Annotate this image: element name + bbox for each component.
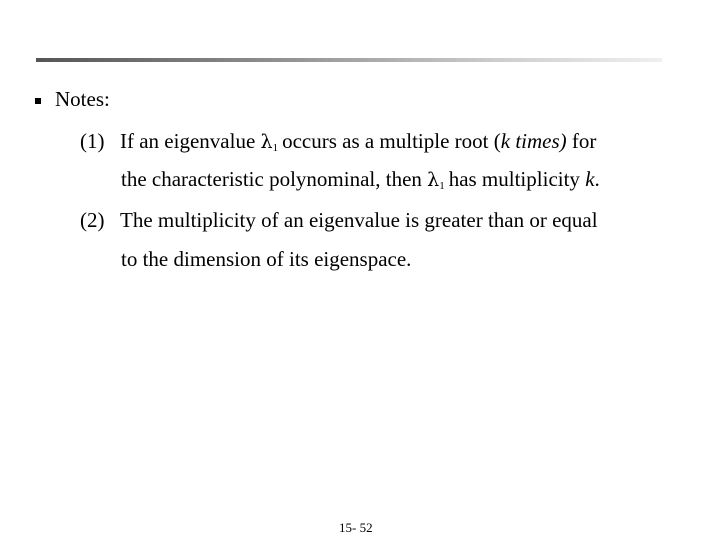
note-1-line-2-start: the characteristic polynominal, then	[121, 167, 422, 191]
note-1-text-end: for	[571, 129, 597, 153]
note-1-emphasis: k times)	[500, 129, 567, 153]
lambda-subscript: 1	[272, 142, 279, 154]
lambda-subscript: 1	[439, 180, 445, 192]
note-1-line-2-middle: has multiplicity	[448, 167, 580, 191]
note-2-text: The multiplicity of an eigenvalue is greater than or equal	[120, 208, 598, 232]
note-1-line-2	[121, 166, 600, 199]
note-2-number: (2)	[80, 208, 105, 232]
note-1-line-2-emphasis: k	[585, 167, 595, 191]
page-number: 15- 52	[339, 520, 373, 535]
note-2-line-1	[80, 207, 598, 233]
note-2-text-continued: to the dimension of its eigenspace.	[121, 247, 412, 271]
bullet-square-icon	[35, 98, 41, 104]
note-1-line-1	[80, 128, 596, 161]
notes-heading: Notes:	[55, 87, 110, 111]
lambda-symbol: λ	[260, 131, 273, 153]
note-1-text-start: If an eigenvalue	[120, 129, 256, 153]
lambda-symbol: λ	[427, 169, 440, 191]
note-1-line-2-period: .	[594, 167, 600, 191]
note-2-line-2	[121, 246, 411, 272]
note-1-text-middle: occurs as a multiple root (	[282, 129, 501, 153]
note-1-number: (1)	[80, 129, 105, 153]
top-divider-rule	[36, 58, 662, 62]
